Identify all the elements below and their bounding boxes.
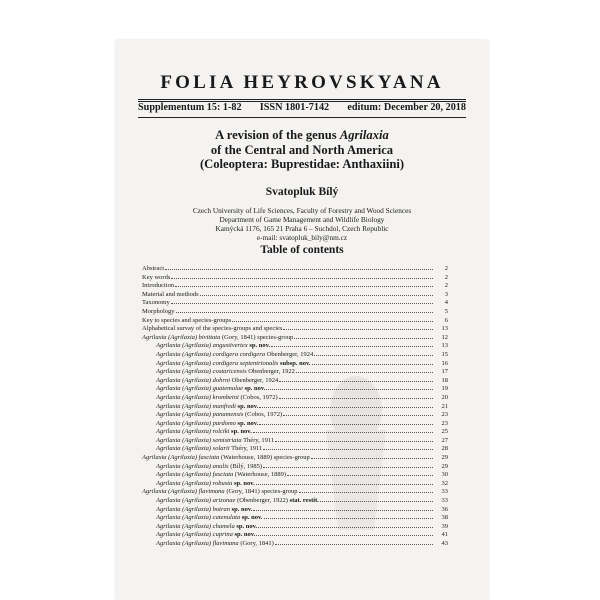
toc-page-number: 2: [444, 265, 448, 272]
toc-leader-dots: [175, 281, 433, 287]
toc-leader-dots: [165, 264, 433, 270]
toc-page-number: 41: [441, 531, 448, 539]
toc-entry: [142, 376, 448, 385]
toc-leader-dots: [263, 444, 433, 450]
author-name: Svatopluk Bílý: [265, 186, 339, 198]
header-rule-bottom: [138, 117, 466, 118]
toc-leader-dots: [232, 316, 433, 322]
toc-page-number: 19: [441, 385, 448, 393]
toc-page-number: 2: [444, 273, 448, 281]
toc-entry-label: Agrilaxia (Agrilaxia) catenulata sp. nov.: [156, 514, 263, 522]
toc-entry-label: Agrilaxia (Agrilaxia) rolciki sp. nov.: [156, 428, 252, 436]
toc-page-number: 4: [444, 299, 448, 307]
toc-entry: [142, 359, 448, 368]
toc-entry: [142, 367, 448, 376]
author-email: e-mail: svatopluk_bily@nm.cz: [256, 233, 348, 242]
toc-leader-dots: [256, 530, 433, 536]
toc-leader-dots: [176, 307, 434, 313]
toc-entry-label: Morphology: [142, 307, 175, 315]
toc-entry: [142, 419, 448, 428]
toc-entry-label: Agrilaxia (Agrilaxia) cordigera cordigera Obenberger, 1924: [156, 350, 314, 358]
toc-entry-label: Material and methods: [142, 290, 199, 298]
toc-leader-dots: [266, 384, 433, 390]
toc-entry: [142, 298, 448, 307]
toc-entry-label: Abstract: [142, 265, 165, 272]
toc-page-number: 5: [444, 307, 448, 315]
issue-meta: [138, 102, 466, 113]
toc-page-number: 28: [441, 445, 448, 453]
toc-entry: [142, 393, 448, 402]
toc-leader-dots: [287, 470, 433, 476]
toc-leader-dots: [296, 367, 433, 373]
issn: ISSN 1801-7142: [259, 102, 330, 113]
toc-entry-label: Agrilaxia (Agrilaxia) semistriata Théry, 1911: [156, 436, 275, 444]
toc-leader-dots: [320, 496, 433, 502]
toc-entry: [142, 402, 448, 411]
toc-entry-label: Agrilaxia (Agrilaxia) manfredi sp. nov.: [156, 402, 259, 410]
toc-page-number: 39: [441, 522, 448, 530]
toc-page-number: 2: [444, 282, 448, 290]
toc-entry-label: Agrilaxia (Agrilaxia) panamensis (Cobos, 1972): [156, 411, 283, 419]
toc-leader-dots: [283, 410, 433, 416]
toc-entry-label: Agrilaxia (Agrilaxia) cordigera septentrionalis subsp. nov.: [156, 359, 311, 367]
toc-entry: [142, 470, 448, 479]
toc-entry: [142, 453, 448, 462]
toc-leader-dots: [256, 479, 433, 485]
toc-page-number: 30: [441, 471, 448, 479]
toc-page-number: 6: [444, 316, 448, 324]
toc-entry: [142, 273, 448, 282]
toc-page-number: 32: [441, 479, 448, 487]
toc-entry-label: Agrilaxia (Agrilaxia) pardomo sp. nov.: [156, 419, 259, 427]
toc-entry-label: Agrilaxia (Agrilaxia) costaricensis Obenberger, 1922: [156, 368, 295, 376]
publication-date: editum: December 20, 2018: [347, 102, 466, 113]
toc-leader-dots: [259, 402, 433, 408]
toc-entry-label: Agrilaxia (Agrilaxia) guatemalae sp. nov.: [156, 385, 266, 393]
supplement-number: Supplementum 15: 1-82: [138, 102, 242, 113]
toc-leader-dots: [279, 376, 433, 382]
toc-leader-dots: [299, 487, 433, 493]
journal-page: [116, 40, 488, 600]
toc-entry: [142, 487, 448, 496]
toc-entry-label: Taxonomy: [142, 299, 170, 307]
toc-entry-label: Introduction: [142, 282, 175, 290]
toc-page-number: 12: [441, 333, 448, 341]
toc-leader-dots: [253, 427, 433, 433]
toc-page-number: 15: [441, 350, 448, 358]
toc-page-number: 33: [441, 497, 448, 505]
toc-page-number: 29: [441, 454, 448, 462]
toc-heading: Table of contents: [260, 244, 344, 256]
header-rule-top: [138, 99, 466, 100]
toc-leader-dots: [259, 419, 433, 425]
toc-entry-label: Key words: [142, 273, 171, 281]
toc-entry: [142, 410, 448, 419]
toc-entry: [142, 333, 448, 342]
toc-entry: [142, 427, 448, 436]
toc-entry-label: Agrilaxia (Agrilaxia) krombeini (Cobos, 1972): [156, 393, 278, 401]
toc-leader-dots: [258, 522, 433, 528]
toc-entry: [142, 444, 448, 453]
toc-leader-dots: [271, 341, 433, 347]
toc-entry: [142, 281, 448, 290]
toc-entry-label: Agrilaxia (Agrilaxia) flavimana (Gory, 1841) species-group: [142, 488, 298, 496]
toc-entry-label: Agrilaxia (Agrilaxia) fasciata (Waterhouse, 1889) species-group: [142, 454, 310, 462]
toc-entry: [142, 496, 448, 505]
toc-page-number: 21: [441, 402, 448, 410]
toc-page-number: 43: [441, 540, 448, 547]
toc-page-number: 20: [441, 393, 448, 401]
toc-entry: [142, 436, 448, 445]
toc-entry: [142, 264, 448, 273]
toc-entry: [142, 307, 448, 316]
journal-title: FOLIA HEYROVSKYANA: [160, 72, 444, 93]
toc-page-number: 33: [441, 488, 448, 496]
toc-page-number: 13: [441, 342, 448, 350]
toc-entry-label: Key to species and species-groups: [142, 316, 232, 324]
toc-entry-label: Agrilaxia (Agrilaxia) arizonae (Obenberger, 1922) stat. restit.: [156, 497, 319, 505]
toc-leader-dots: [200, 290, 433, 296]
toc-entry-label: Agrilaxia (Agrilaxia) angustivertex sp. nov.: [156, 342, 271, 350]
toc-leader-dots: [275, 436, 433, 442]
toc-leader-dots: [275, 539, 433, 545]
toc-entry-label: Agrilaxia (Agrilaxia) flavimana (Gory, 1841): [156, 540, 274, 547]
toc-leader-dots: [283, 324, 433, 330]
toc-entry: [142, 290, 448, 299]
toc-entry: [142, 384, 448, 393]
article-title: A revision of the genus Agrilaxia of the Central and North America (Coleoptera: Buprestidae: Anthaxiini): [199, 128, 405, 172]
toc-leader-dots: [279, 393, 433, 399]
toc-entry-label: Agrilaxia (Agrilaxia) botran sp. nov.: [156, 505, 253, 513]
toc-page-number: 18: [441, 376, 448, 384]
toc-page-number: 23: [441, 419, 448, 427]
toc-leader-dots: [264, 513, 433, 519]
toc-page-number: 38: [441, 514, 448, 522]
toc-entry-label: Agrilaxia (Agrilaxia) fasciata (Waterhouse, 1889): [156, 471, 287, 479]
toc-entry: [142, 539, 448, 548]
toc-leader-dots: [171, 298, 433, 304]
toc-entry-label: Alphabetical survay of the species-groups and species: [142, 325, 283, 333]
toc-page-number: 36: [441, 505, 448, 513]
toc-page-number: 16: [441, 359, 448, 367]
toc-leader-dots: [253, 505, 433, 511]
author-affiliation: Czech University of Life Sciences, Faculty of Forestry and Wood Sciences Department of Game Management and Wildlife Biology Kamýcká 1176, 165 21 Praha 6 – Suchdol, Czech Republic e-mail: svatopluk_bily@nm.cz: [116, 206, 488, 242]
toc-entry: [142, 350, 448, 359]
toc-entry: [142, 462, 448, 471]
toc-page-number: 29: [441, 462, 448, 470]
toc-entry-label: Agrilaxia (Agrilaxia) chamela sp. nov.: [156, 522, 258, 530]
toc-entry-label: Agrilaxia (Agrilaxia) dohrni Obenberger, 1924: [156, 376, 279, 384]
toc-entry: [142, 522, 448, 531]
toc-entry: [142, 530, 448, 539]
toc-page-number: 17: [441, 368, 448, 376]
toc-page-number: 23: [441, 411, 448, 419]
toc-leader-dots: [171, 273, 433, 279]
toc-entry: [142, 513, 448, 522]
toc-entry: [142, 341, 448, 350]
toc-entry: [142, 324, 448, 333]
toc-leader-dots: [294, 333, 433, 339]
toc-page-number: 25: [441, 428, 448, 436]
toc-leader-dots: [312, 359, 433, 365]
toc-entry-label: Agrilaxia (Agrilaxia) cuprina sp. nov.: [156, 531, 256, 539]
toc-page-number: 3: [444, 290, 448, 298]
toc-page-number: 27: [441, 436, 448, 444]
toc-entry: [142, 316, 448, 325]
toc-leader-dots: [263, 462, 433, 468]
genus-name: Agrilaxia: [339, 128, 389, 142]
toc-entry-label: Agrilaxia (Agrilaxia) solarii Théry, 1911: [156, 445, 263, 453]
toc-entry: [142, 479, 448, 488]
toc-page-number: 13: [441, 325, 448, 333]
toc-entry-label: Agrilaxia (Agrilaxia) robusta sp. nov.: [156, 479, 255, 487]
toc-leader-dots: [314, 350, 433, 356]
table-of-contents: [142, 264, 448, 548]
toc-entry-label: Agrilaxia (Agrilaxia) bivittata (Gory, 1841) species-group: [142, 333, 294, 341]
toc-entry: [142, 505, 448, 514]
toc-entry-label: Agrilaxia (Agrilaxia) analis (Bílý, 1985): [156, 462, 262, 470]
toc-leader-dots: [311, 453, 433, 459]
